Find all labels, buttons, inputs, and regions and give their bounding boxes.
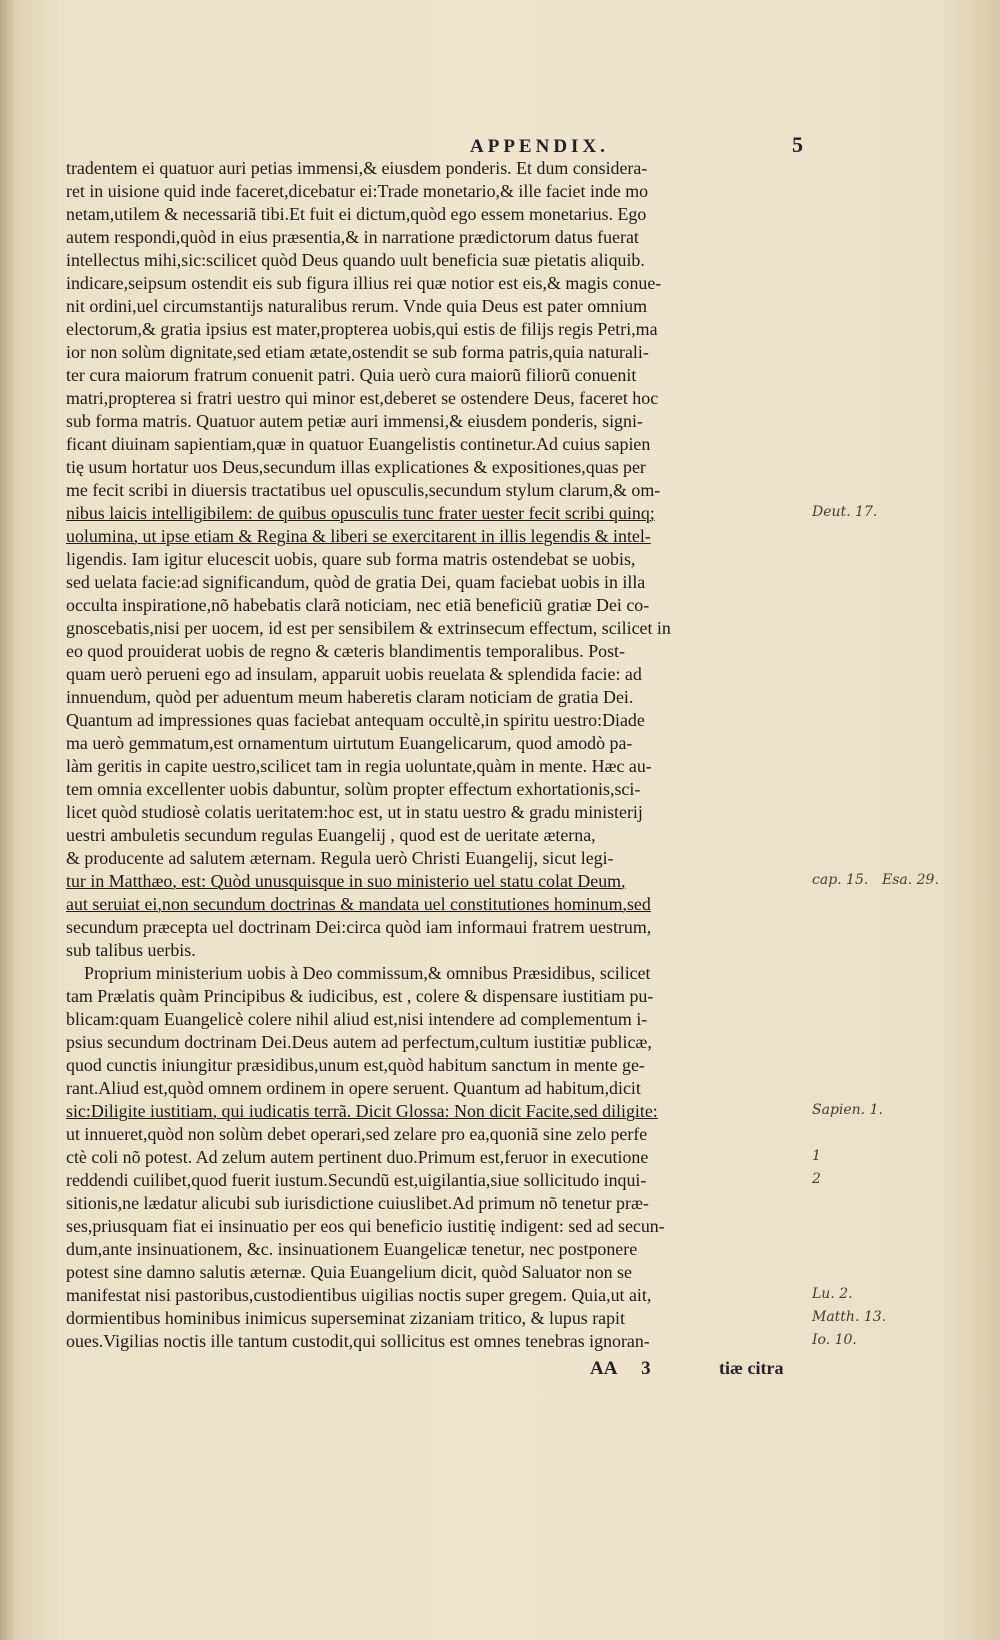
text-line: ficant diuinam sapientiam,quæ in quatuor Euangelistis continetur.Ad cuius sapien — [66, 434, 651, 454]
text-line: ctè coli nõ potest. Ad zelum autem pertinent duo.Primum est,feruor in executione — [66, 1147, 649, 1167]
text-line: quod cunctis iniungitur præsidibus,unum est,quòd habitum sanctum in mente ge- — [66, 1055, 645, 1075]
text-line: innuendum, quòd per aduentum meum haberetis claram noticiam de gratia Dei. — [66, 687, 634, 707]
text-line: ior non solùm dignitate,sed etiam ætate,ostendit se sub forma patris,quia naturali- — [66, 342, 649, 362]
text-line: quam uerò perueni ego ad insulam, apparuit uobis reuelata & splendida facie: ad — [66, 664, 642, 684]
page-number: 5 — [792, 132, 803, 157]
margin-note: Lu. 2. — [812, 1286, 853, 1302]
text-line: & producente ad salutem æternam. Regula uerò Christi Euangelij, sicut legi- — [66, 848, 614, 868]
text-line: sed uelata facie:ad significandum, quòd de gratia Dei, quam faciebat uobis in illa — [66, 572, 646, 592]
text-line: dum,ante insinuationem, &c. insinuationem Euangelicæ tenetur, nec postponere — [66, 1239, 638, 1259]
text-line: intellectus mihi,sic:scilicet quòd Deus quando uult beneficia suæ pietatis aliquib. — [66, 250, 645, 270]
text-line: rant.Aliud est,quòd omnem ordinem in opere seruent. Quantum ad habitum,dicit — [66, 1078, 641, 1098]
text-line: uolumina, ut ipse etiam & Regina & liberi se exercitarent in illis legendis & intel- — [66, 526, 651, 546]
text-line: nibus laicis intelligibilem: de quibus opusculis tunc frater uester fecit scribi quinq; — [66, 503, 655, 523]
text-line: aut seruiat ei,non secundum doctrinas & mandata uel constitutiones hominum,sed — [66, 894, 651, 914]
text-line: tam Prælatis quàm Principibus & iudicibus, est , colere & dispensare iustitiam pu- — [66, 986, 654, 1006]
text-line: ut innueret,quòd non solùm debet operari,sed zelare pro ea,quoniã sine zelo perfe — [66, 1124, 648, 1144]
text-line: ses,priusquam fiat ei insinuatio per eos qui beneficio iustitię indigent: sed ad secun- — [66, 1216, 665, 1236]
text-line: sub forma matris. Quatuor autem petiæ auri immensi,& eiusdem ponderis, signi- — [66, 411, 643, 431]
body-text — [66, 157, 808, 1353]
text-line: potest sine damno salutis æternæ. Quia Euangelium dicit, quòd Saluator non se — [66, 1262, 632, 1282]
text-line: manifestat nisi pastoribus,custodientibus uigilias noctis super gregem. Quia,ut ait, — [66, 1285, 652, 1305]
margin-note: Sapien. 1. — [812, 1102, 883, 1118]
text-line: ligendis. Iam igitur elucescit uobis, quare sub forma matris ostendebat se uobis, — [66, 549, 636, 569]
text-line: autem respondi,quòd in eius præsentia,& in narratione prædictorum datus fuerat — [66, 227, 639, 247]
text-line: tię usum hortatur uos Deus,secundum illas explicationes & expositiones,quas per — [66, 457, 646, 477]
margin-note: Deut. 17. — [812, 504, 878, 520]
margin-note: cap. 15. — [812, 872, 869, 888]
running-title: APPENDIX. — [470, 136, 609, 157]
text-line: blicam:quam Euangelicè colere nihil aliud est,nisi intendere ad complementum i- — [66, 1009, 648, 1029]
text-line: sitionis,ne lædatur alicubi sub iurisdictione cuiuslibet.Ad primum nõ tenetur præ- — [66, 1193, 649, 1213]
margin-note: 2 — [812, 1171, 821, 1187]
text-line: Quantum ad impressiones quas faciebat antequam occultè,in spiritu uestro:Diade — [66, 710, 645, 730]
text-line: ter cura maiorum fratrum conuenit patri. Quia uerò cura maiorũ filiorũ conuenit — [66, 365, 637, 385]
text-line: tem omnia excellenter uobis dabuntur, solùm propter effectum exhortationis,sci- — [66, 779, 641, 799]
text-line: me fecit scribi in diuersis tractatibus uel opusculis,secundum stylum clarum,& om- — [66, 480, 661, 500]
text-line: tur in Matthæo, est: Quòd unusquisque in suo ministerio uel statu colat Deum, — [66, 871, 626, 891]
text-line: licet quòd studiosè colatis ueritatem:hoc est, ut in statu uestro & gradu ministerij — [66, 802, 643, 822]
text-line: ma uerò gemmatum,est ornamentum uirtutum Euangelicarum, quod amodò pa- — [66, 733, 633, 753]
text-line: reddendi cuilibet,quod fuerit iustum.Secundũ est,uigilantia,siue sollicitudo inqui- — [66, 1170, 647, 1190]
text-line: Proprium ministerium uobis à Deo commissum,& omnibus Præsidibus, scilicet — [84, 963, 651, 983]
text-line: làm geritis in capite uestro,scilicet tam in regia uoluntate,quàm in mente. Hæc au- — [66, 756, 652, 776]
text-line: secundum præcepta uel doctrinam Dei:circa quòd iam informaui fratrem uestrum, — [66, 917, 652, 937]
text-line: uestri ambuletis secundum regulas Euangelij , quod est de ueritate æterna, — [66, 825, 596, 845]
text-line: eo quod prouiderat uobis de regno & cæteris blandimentis temporalibus. Post- — [66, 641, 625, 661]
text-line: dormientibus hominibus inimicus superseminat zizaniam tritico, & lupus rapit — [66, 1308, 625, 1328]
text-line: nit ordini,uel circumstantijs naturalibus rerum. Vnde quia Deus est pater omnium — [66, 296, 647, 316]
text-line: sic:Diligite iustitiam, qui iudicatis terrã. Dicit Glossa: Non dicit Facite,sed diligite: — [66, 1101, 658, 1121]
margin-note: Io. 10. — [812, 1332, 857, 1348]
margin-note: Esa. 29. — [882, 872, 939, 888]
text-line: matri,propterea si fratri uestro qui minor est,deberet se ostendere Deus, faceret hoc — [66, 388, 659, 408]
text-line: gnoscebatis,nisi per uocem, id est per sensibilem & extrinsecum effectum, scilicet in — [66, 618, 671, 638]
margin-note: Matth. 13. — [812, 1309, 887, 1325]
text-line: psius secundum doctrinam Dei.Deus autem ad perfectum,cultum iustitiæ publicæ, — [66, 1032, 652, 1052]
text-line: indicare,seipsum ostendit eis sub figura illius rei quæ notior est eis,& magis conue- — [66, 273, 662, 293]
text-line: electorum,& gratia ipsius est mater,propterea uobis,qui estis de filijs regis Petri,ma — [66, 319, 658, 339]
text-line: occulta inspiratione,nõ habebatis clarã noticiam, nec etiã beneficiũ gratiæ Dei co- — [66, 595, 650, 615]
text-line: netam,utilem & necessariã tibi.Et fuit ei dictum,quòd ego essem monetarius. Ego — [66, 204, 647, 224]
text-line: tradentem ei quatuor auri petias immensi,& eiusdem ponderis. Et dum considera- — [66, 158, 648, 178]
text-line: sub talibus uerbis. — [66, 940, 196, 960]
catchword: tiæ citra — [719, 1358, 784, 1378]
text-line: oues.Vigilias noctis ille tantum custodit,qui sollicitus est omnes tenebras ignoran- — [66, 1331, 650, 1351]
signature-mark: AA 3 — [590, 1358, 651, 1379]
page-gutter — [0, 0, 14, 1640]
margin-note: 1 — [812, 1148, 821, 1164]
text-line: ret in uisione quid inde faceret,dicebatur ei:Trade monetario,& ille faciet inde mo — [66, 181, 649, 201]
